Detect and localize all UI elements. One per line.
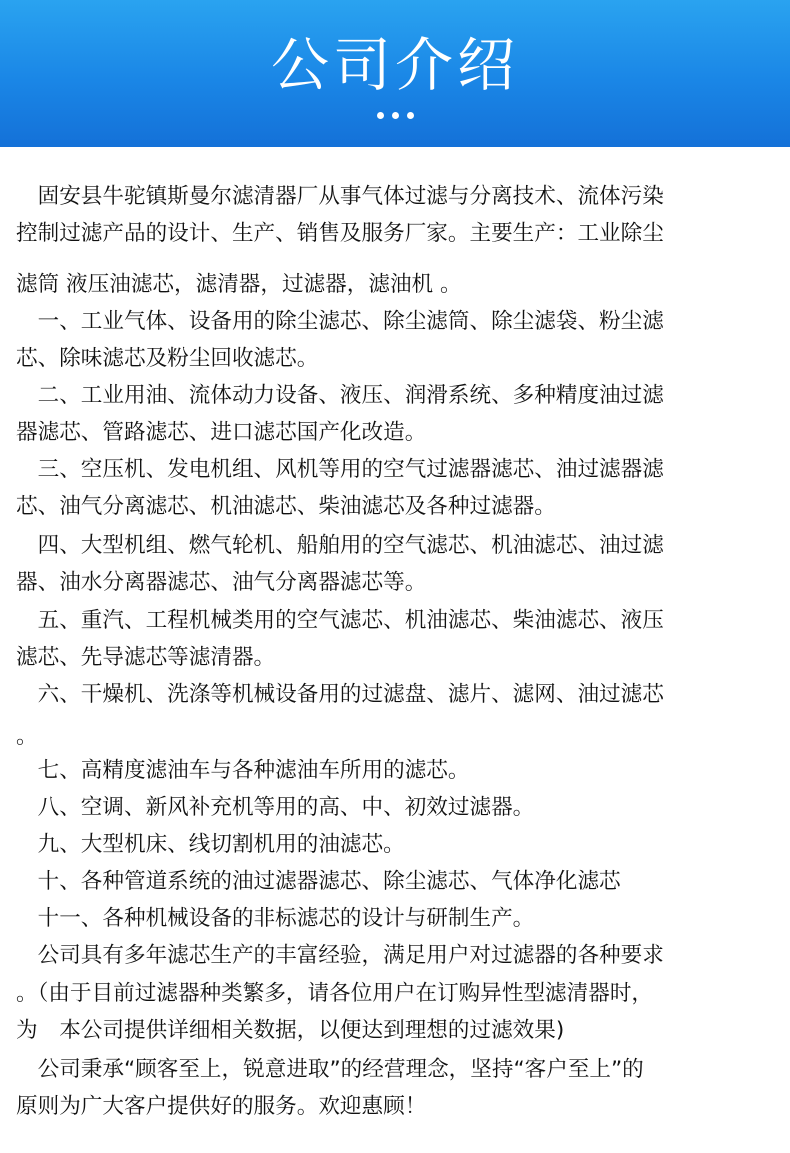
text-line: 公司秉承“顾客至上，锐意进取”的经营理念，坚持“客户至上”的 [16,1057,644,1082]
text-line: 三、空压机、发电机组、风机等用的空气过滤器滤芯、油过滤器滤 [16,457,664,482]
text-line: 控制过滤产品的设计、生产、销售及服务厂家。主要生产：工业除尘 [16,221,664,246]
text-line: 七、高精度滤油车与各种滤油车所用的滤芯。 [16,758,470,783]
text-line: 一、工业气体、设备用的除尘滤芯、除尘滤筒、除尘滤袋、粉尘滤 [16,309,664,334]
text-line: 八、空调、新风补充机等用的高、中、初效过滤器。 [16,795,535,820]
header-banner [0,0,790,147]
dot-icon [392,112,399,119]
text-line: 。（由于目前过滤器种类繁多，请各位用户在订购异性型滤清器时， [16,981,654,1006]
text-line: 器滤芯、管路滤芯、进口滤芯国产化改造。 [16,420,427,445]
text-line: 二、工业用油、流体动力设备、液压、润滑系统、多种精度油过滤 [16,383,664,408]
text-line: 器、油水分离器滤芯、油气分离器滤芯等。 [16,570,427,595]
text-line: 芯、除味滤芯及粉尘回收滤芯。 [16,346,319,371]
text-line: 为 本公司提供详细相关数据，以便达到理想的过滤效果) [16,1018,565,1043]
text-line: 九、大型机床、线切割机用的油滤芯。 [16,832,405,857]
dot-icon [407,112,414,119]
text-line: 。 [16,724,38,749]
decorative-dots [0,112,790,119]
text-line: 四、大型机组、燃气轮机、船舶用的空气滤芯、机油滤芯、油过滤 [16,533,664,558]
text-line: 六、干燥机、洗涤等机械设备用的过滤盘、滤片、滤网、油过滤芯 [16,682,664,707]
text-line: 公司具有多年滤芯生产的丰富经验，满足用户对过滤器的各种要求 [16,943,664,968]
text-line: 芯、油气分离滤芯、机油滤芯、柴油滤芯及各种过滤器。 [16,494,556,519]
text-line: 十一、各种机械设备的非标滤芯的设计与研制生产。 [16,906,535,931]
text-line: 五、重汽、工程机械类用的空气滤芯、机油滤芯、柴油滤芯、液压 [16,608,664,633]
text-line: 滤筒 液压油滤芯，滤清器，过滤器，滤油机 。 [16,272,462,297]
dot-icon [377,112,384,119]
text-line: 固安县牛驼镇斯曼尔滤清器厂从事气体过滤与分离技术、流体污染 [16,184,664,209]
text-line: 原则为广大客户提供好的服务。欢迎惠顾！ [16,1094,427,1119]
text-line: 滤芯、先导滤芯等滤清器。 [16,645,276,670]
text-line: 十、各种管道系统的油过滤器滤芯、除尘滤芯、气体净化滤芯 [16,869,621,894]
page-title: 公司介绍 [270,31,519,99]
